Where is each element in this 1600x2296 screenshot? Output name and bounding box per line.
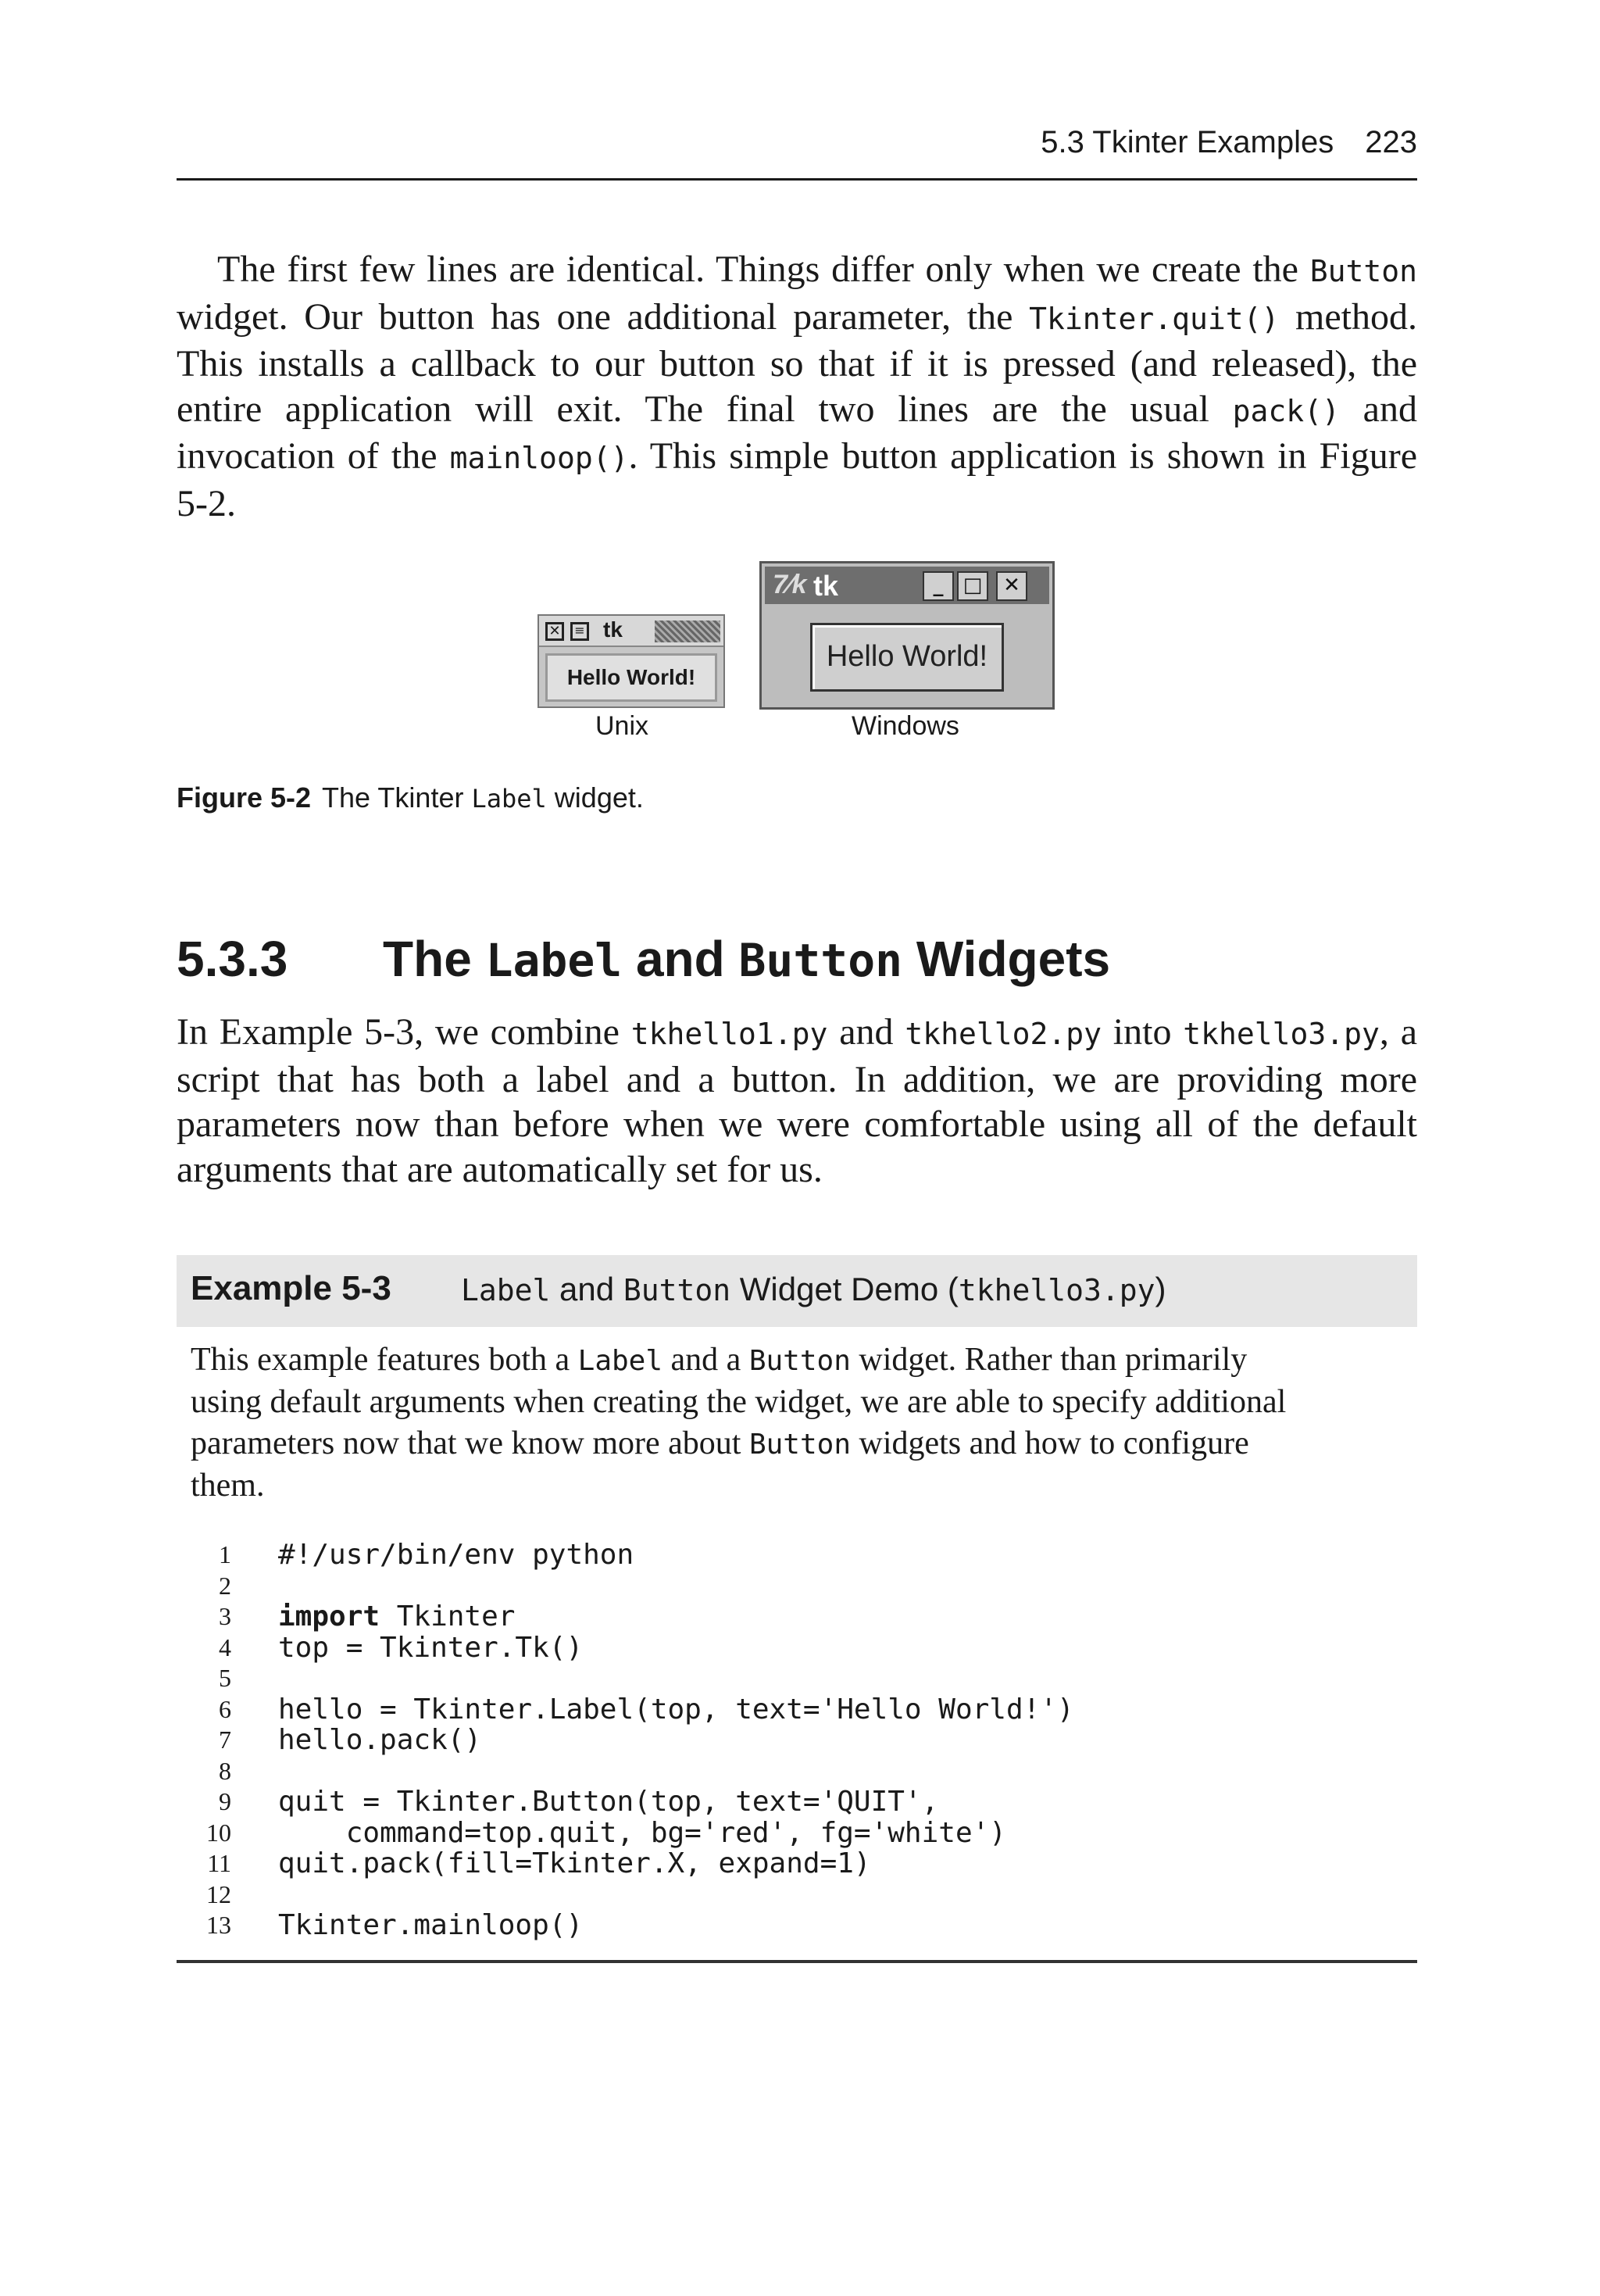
text-run: Widgets bbox=[902, 931, 1111, 987]
code-text bbox=[278, 1601, 515, 1633]
text-run: Widget Demo ( bbox=[730, 1271, 959, 1307]
example-title-bar bbox=[177, 1255, 1417, 1327]
unix-window-screenshot bbox=[538, 614, 725, 708]
maximize-icon: □ bbox=[957, 571, 988, 601]
windows-window-screenshot bbox=[759, 561, 1055, 710]
windows-caption: Windows bbox=[852, 711, 959, 741]
unix-window-title: tk bbox=[603, 617, 623, 642]
code-source: quit.pack(fill=Tkinter.X, expand=1) bbox=[278, 1847, 871, 1879]
code-line bbox=[177, 1540, 1417, 1571]
code-line bbox=[177, 1910, 1417, 1941]
inline-code: Tkinter.quit() bbox=[1029, 301, 1280, 336]
text-run: and a bbox=[662, 1342, 749, 1378]
line-number: 13 bbox=[206, 1911, 231, 1939]
windows-hello-button: Hello World! bbox=[810, 623, 1004, 692]
text-run: The first few lines are identical. Things differ only when we create the bbox=[217, 249, 1310, 290]
text-run: into bbox=[1101, 1011, 1184, 1053]
code-text bbox=[278, 1910, 583, 1941]
line-number: 4 bbox=[219, 1633, 231, 1661]
section-heading bbox=[177, 930, 1417, 988]
code-text bbox=[278, 1848, 871, 1879]
inline-code: tkhello1.py bbox=[630, 1017, 828, 1051]
close-icon: ✕ bbox=[996, 571, 1027, 601]
example-title bbox=[461, 1271, 1166, 1308]
text-run: widget. bbox=[546, 781, 644, 814]
code-source: hello = Tkinter.Label(top, text='Hello World!') bbox=[278, 1693, 1074, 1726]
code-source: quit = Tkinter.Button(top, text='QUIT', bbox=[278, 1786, 939, 1818]
code-listing bbox=[177, 1540, 1417, 1941]
inline-code: Label bbox=[577, 1345, 663, 1377]
page-number: 223 bbox=[1365, 125, 1417, 159]
code-line bbox=[177, 1848, 1417, 1879]
inline-code: tkhello3.py bbox=[958, 1273, 1155, 1307]
inline-code: tkhello3.py bbox=[1183, 1017, 1380, 1051]
code-source: hello.pack() bbox=[278, 1724, 482, 1756]
windows-window-title: tk bbox=[813, 570, 839, 602]
inline-code: Button bbox=[623, 1273, 731, 1307]
code-line bbox=[177, 1571, 1417, 1602]
text-run: ) bbox=[1155, 1271, 1166, 1307]
unix-hello-button: Hello World! bbox=[545, 653, 717, 702]
running-header bbox=[177, 122, 1417, 181]
text-run: method. This installs a callback to our button so that if it is pressed (and released), the entire application will exit. The final two lines are the usual bbox=[177, 295, 1417, 430]
line-number: 7 bbox=[219, 1726, 231, 1754]
text-run: and invocation of the bbox=[177, 388, 1417, 477]
line-number: 1 bbox=[219, 1540, 231, 1568]
intro-paragraph bbox=[177, 247, 1417, 526]
header-text bbox=[1041, 125, 1417, 160]
code-line bbox=[177, 1786, 1417, 1818]
code-text bbox=[278, 1818, 1006, 1849]
code-source: Tkinter bbox=[380, 1600, 516, 1633]
inline-code: pack() bbox=[1232, 393, 1340, 428]
inline-code: mainloop() bbox=[449, 441, 629, 475]
code-line bbox=[177, 1601, 1417, 1633]
line-number: 6 bbox=[219, 1694, 231, 1723]
inline-code: Label bbox=[485, 934, 623, 987]
header-section-title: 5.3 Tkinter Examples bbox=[1041, 125, 1334, 159]
code-text bbox=[278, 1786, 938, 1818]
text-run: and bbox=[622, 931, 739, 987]
unix-caption: Unix bbox=[595, 711, 649, 741]
example-description bbox=[191, 1339, 1308, 1507]
code-keyword: import bbox=[278, 1600, 380, 1633]
text-run: The Tkinter bbox=[322, 781, 472, 814]
line-number: 10 bbox=[206, 1818, 231, 1847]
section-number: 5.3.3 bbox=[177, 931, 288, 987]
windows-titlebar bbox=[765, 567, 1049, 604]
text-run: This example features both a bbox=[191, 1342, 578, 1378]
code-line bbox=[177, 1756, 1417, 1787]
inline-code: Button bbox=[1309, 254, 1417, 288]
line-number: 8 bbox=[219, 1756, 231, 1785]
code-source: top = Tkinter.Tk() bbox=[278, 1631, 584, 1664]
text-run: In Example 5-3, we combine bbox=[177, 1011, 631, 1053]
code-text bbox=[278, 1633, 583, 1664]
unix-titlebar bbox=[539, 616, 723, 647]
text-run: and bbox=[827, 1011, 905, 1053]
example-bottom-rule bbox=[177, 1960, 1417, 1963]
tk-logo-icon: 7⁄k bbox=[773, 570, 807, 599]
line-number: 2 bbox=[219, 1571, 231, 1600]
close-box-icon: ✕ bbox=[545, 622, 564, 641]
line-number: 5 bbox=[219, 1664, 231, 1692]
inline-code: Label bbox=[471, 784, 547, 814]
text-run: , a script that has both a label and a button. In addition, we are providing more parameters now than before when we were comfortable using all of the default arguments that are automatically set for us. bbox=[177, 1011, 1417, 1190]
menu-icon: ≡ bbox=[570, 622, 589, 641]
line-number: 9 bbox=[219, 1787, 231, 1815]
code-source: command=top.quit, bg='red', fg='white') bbox=[278, 1816, 1006, 1849]
code-text bbox=[278, 1540, 634, 1571]
code-text bbox=[278, 1694, 1074, 1726]
inline-code: Button bbox=[738, 934, 903, 987]
body-paragraph bbox=[177, 1010, 1417, 1192]
figure-label: Figure 5-2 bbox=[177, 781, 312, 814]
code-line bbox=[177, 1633, 1417, 1664]
code-text bbox=[278, 1725, 481, 1756]
text-run: widgets and how to configure them. bbox=[191, 1425, 1249, 1504]
text-run: . This simple button application is shown in Figure 5-2. bbox=[177, 435, 1417, 524]
line-number: 11 bbox=[207, 1849, 231, 1877]
titlebar-pattern bbox=[655, 620, 720, 642]
code-source: Tkinter.mainloop() bbox=[278, 1909, 584, 1941]
code-line bbox=[177, 1663, 1417, 1694]
figure-caption bbox=[177, 781, 644, 814]
example-label: Example 5-3 bbox=[191, 1269, 391, 1307]
line-number: 3 bbox=[219, 1602, 231, 1630]
code-source: #!/usr/bin/env python bbox=[278, 1539, 634, 1571]
inline-code: tkhello2.py bbox=[905, 1017, 1102, 1051]
code-line bbox=[177, 1879, 1417, 1911]
line-number: 12 bbox=[206, 1879, 231, 1908]
text-run: widget. Our button has one additional parameter, the bbox=[177, 295, 1030, 338]
code-line bbox=[177, 1818, 1417, 1849]
text-run: and bbox=[550, 1271, 623, 1307]
code-line bbox=[177, 1725, 1417, 1756]
inline-code: Button bbox=[748, 1429, 851, 1461]
code-line bbox=[177, 1694, 1417, 1726]
text-run: widget. Rather than primarily using default arguments when creating the widget, we are able to specify additional parameters now that we know more about bbox=[191, 1342, 1287, 1461]
minimize-icon: _ bbox=[923, 571, 954, 601]
inline-code: Button bbox=[748, 1345, 851, 1377]
inline-code: Label bbox=[461, 1273, 551, 1307]
text-run: The bbox=[383, 931, 486, 987]
